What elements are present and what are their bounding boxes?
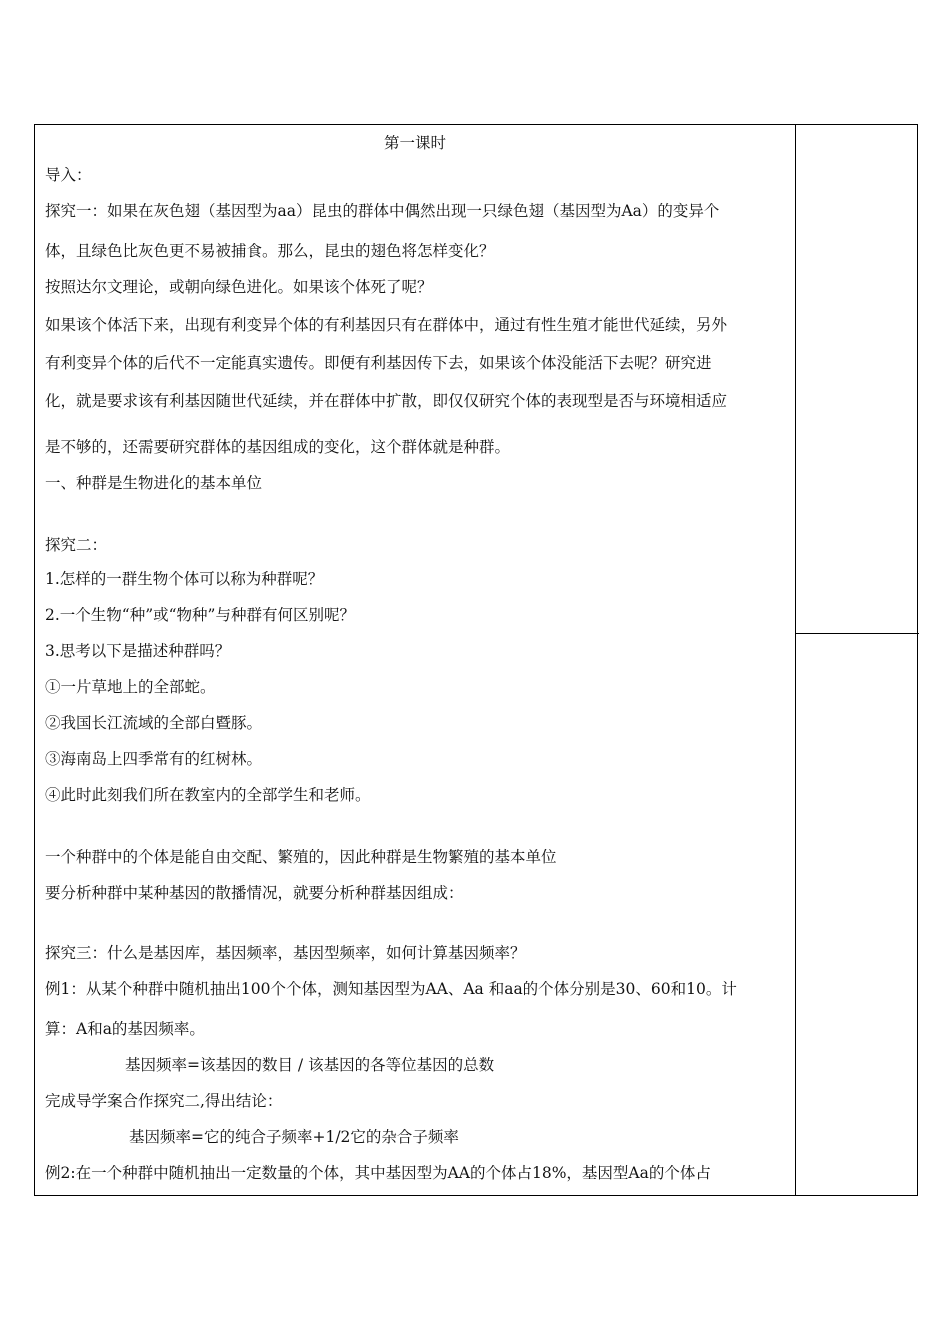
explore-one-line2: 体，且绿色比灰色更不易被捕食。那么，昆虫的翅色将怎样变化？ bbox=[45, 242, 495, 260]
option-4: ④此时此刻我们所在教室内的全部学生和老师。 bbox=[45, 786, 371, 804]
explore-three-heading: 探究三：什么是基因库，基因频率，基因型频率，如何计算基因频率？ bbox=[45, 944, 526, 962]
lesson-title: 第一课时 bbox=[383, 134, 446, 152]
gene-analysis-line: 要分析种群中某种基因的散播情况，就要分析种群基因组成： bbox=[45, 884, 464, 902]
paragraph-line1: 如果该个体活下来，出现有利变异个体的有利基因只有在群体中，通过有性生殖才能世代延续，另外 bbox=[45, 316, 728, 334]
option-3: ③海南岛上四季常有的红树林。 bbox=[45, 750, 263, 768]
lesson-content bbox=[35, 125, 795, 1195]
intro-heading: 导入： bbox=[45, 166, 92, 184]
paragraph-line4: 是不够的，还需要研究群体的基因组成的变化，这个群体就是种群。 bbox=[45, 438, 511, 456]
example-2-line1: 例2:在一个种群中随机抽出一定数量的个体，其中基因型为AA的个体占18%，基因型Aa的个体占 bbox=[45, 1164, 711, 1182]
explore-one-line1: 探究一：如果在灰色翅（基因型为aa）昆虫的群体中偶然出现一只绿色翅（基因型为Aa）的变异个 bbox=[45, 202, 720, 220]
example-1-line1: 例1：从某个种群中随机抽出100个个体，测知基因型为AA、Aa 和aa的个体分别是30、60和10。计 bbox=[45, 980, 737, 998]
darwin-line: 按照达尔文理论，或朝向绿色进化。如果该个体死了呢？ bbox=[45, 278, 433, 296]
column-divider bbox=[795, 125, 796, 1195]
question-2: 2.一个生物“种”或“物种”与种群有何区别呢？ bbox=[45, 606, 355, 624]
option-1: ①一片草地上的全部蛇。 bbox=[45, 678, 216, 696]
question-3: 3.思考以下是描述种群吗？ bbox=[45, 642, 231, 660]
explore-two-heading: 探究二： bbox=[45, 536, 108, 554]
formula-2: 基因频率=它的纯合子频率+1/2它的杂合子频率 bbox=[129, 1128, 459, 1146]
option-2: ②我国长江流域的全部白暨豚。 bbox=[45, 714, 263, 732]
paragraph-line3: 化，就是要求该有利基因随世代延续，并在群体中扩散，即仅仅研究个体的表现型是否与环境相适应 bbox=[45, 392, 728, 410]
section-heading-1: 一、种群是生物进化的基本单位 bbox=[45, 474, 263, 492]
side-cell-divider bbox=[795, 633, 919, 634]
example-1-line2: 算：A和a的基因频率。 bbox=[45, 1020, 205, 1038]
question-1: 1.怎样的一群生物个体可以称为种群呢？ bbox=[45, 570, 324, 588]
population-definition: 一个种群中的个体是能自由交配、繁殖的，因此种群是生物繁殖的基本单位 bbox=[45, 848, 557, 866]
cooperation-line: 完成导学案合作探究二,得出结论： bbox=[45, 1092, 283, 1110]
formula-1: 基因频率=该基因的数目 / 该基因的各等位基因的总数 bbox=[125, 1056, 495, 1074]
paragraph-line2: 有利变异个体的后代不一定能真实遗传。即便有利基因传下去，如果该个体没能活下去呢？研究进 bbox=[45, 354, 712, 372]
lesson-table bbox=[34, 124, 918, 1196]
